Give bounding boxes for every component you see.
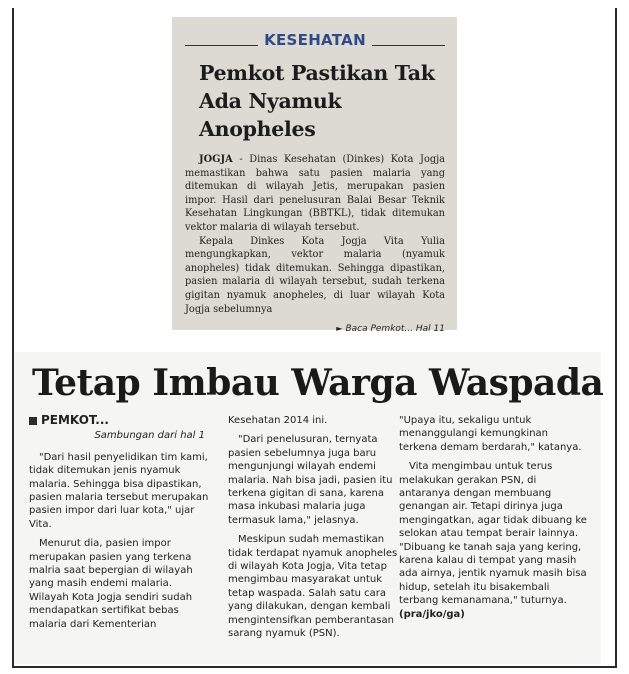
bottom-headline: Tetap Imbau Warga Waspada bbox=[32, 362, 604, 404]
continued-label: PEMKOT... bbox=[41, 413, 109, 427]
col2-paragraph-1: Kesehatan 2014 ini. bbox=[228, 415, 328, 426]
section-rule-left bbox=[185, 45, 258, 46]
top-clipping bbox=[172, 17, 457, 335]
section-label: KESEHATAN bbox=[264, 31, 366, 49]
author-credit: (pra/jko/ga) bbox=[399, 608, 465, 620]
continuation-note bbox=[185, 324, 445, 334]
continued-header bbox=[29, 414, 209, 427]
top-headline: Pemkot Pastikan Tak Ada Nyamuk Anopheles bbox=[199, 61, 435, 141]
col3-paragraph-2-text: Vita mengimbau untuk terus melakukan gerakan PSN, di antaranya dengan membuang genangan air. Tetapi dirinya juga mengingatkan, agar tidak dibuang ke selokan atau tempat berair lainnya. "Dibuang ke tanah saja yang kering, karena kalau di tempat yang masih ada airnya, jentik nyamuk masih bisa hidup, setelah itu bisakembali terbang kemanamana," tuturnya. bbox=[399, 461, 587, 607]
continued-from: Sambungan dari hal 1 bbox=[94, 430, 205, 442]
section-rule-right bbox=[372, 45, 445, 46]
column-1 bbox=[29, 414, 209, 637]
col2-paragraph-3: Meskipun sudah memastikan tidak terdapat nyamuk anopheles di wilayah Kota Jogja, Vita tetap mengimbau masyarakat untuk tetap waspada. Salah satu cara yang dilakukan, dengan kembali mengintensifkan pemberantasan sarang nyamuk (PSN). bbox=[228, 534, 398, 640]
continuation-text: Baca Pemkot... Hal 11 bbox=[345, 324, 445, 335]
col3-paragraph-1: "Upaya itu, sekaligu untuk menanggulangi kemungkinan terkena demam berdarah," katanya. bbox=[399, 415, 582, 453]
top-paragraph-1-text: - Dinas Kesehatan (Dinkes) Kota Jogja memastikan bahwa satu pasien malaria yang ditemukan di wilayah Jetis, merupakan pasien impor. Hasil dari penelusuran Balai Besar Teknik Kesehatan Lingkungan (BBTKL), tidak ditemukan vektor malaria di wilayah tersebut. bbox=[185, 154, 445, 233]
col3-paragraph-2 bbox=[399, 460, 589, 621]
top-body bbox=[185, 153, 445, 316]
dateline: JOGJA bbox=[199, 154, 233, 165]
section-header bbox=[185, 27, 445, 49]
top-paragraph-2: Kepala Dinkes Kota Jogja Vita Yulia mengungkapkan, vektor malaria (nyamuk anopheles) tidak ditemukan. Sehingga dipastikan, pasien malaria di wilayah tersebut, sudah terkena gigitan nyamuk anopheles, di luar wilayah Kota Jogja sebelumnya bbox=[185, 235, 445, 315]
column-2 bbox=[228, 414, 398, 647]
col2-paragraph-2: "Dari penelusuran, ternyata pasien sebelumnya juga baru mengunjungi wilayah endemi malaria. Nah bisa jadi, pasien itu terkena gigitan di sana, karena masa inkubasi malaria juga termasuk lama," jelasnya. bbox=[228, 434, 393, 526]
col1-paragraph-1: "Dari hasil penyelidikan tim kami, tidak ditemukan jenis nyamuk malaria. Sehingga bisa dipastikan, pasien malaria tersebut merupakan pasien impor dari luar kota," ujar Vita. bbox=[29, 451, 209, 530]
bottom-clipping bbox=[14, 352, 604, 664]
top-paragraph-1 bbox=[185, 153, 445, 235]
triangle-right-icon: ► bbox=[336, 324, 343, 334]
col1-paragraph-2: Menurut dia, pasien impor merupakan pasien yang terkena malria saat bepergian di wilayah yang masih endemi malaria. Wilayah Kota Jogja sendiri sudah mendapatkan sertifikat bebas malaria dari Kementerian bbox=[29, 538, 193, 630]
square-bullet-icon bbox=[29, 417, 37, 425]
column-3 bbox=[399, 414, 589, 627]
